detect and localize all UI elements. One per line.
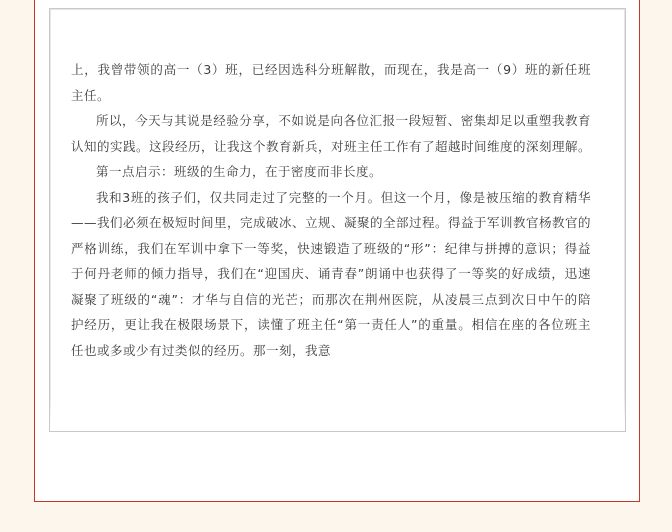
text-fade-overlay (50, 395, 625, 431)
article-body (71, 57, 591, 363)
paragraph-continuation: 上，我曾带领的高一（3）班，已经因选科分班解散，而现在，我是高一（9）班的新任班主任。 (71, 62, 591, 103)
paragraph-intro: 所以，今天与其说是经验分享，不如说是向各位汇报一段短暂、密集却足以重塑我教育认知的实践。这段经历，让我这个教育新兵，对班主任工作有了超越时间维度的深刻理解。 (71, 113, 592, 154)
article-panel (49, 8, 626, 432)
section-heading: 第一点启示：班级的生命力，在于密度而非长度。 (96, 164, 383, 179)
paragraph-story: 我和3班的孩子们，仅共同走过了完整的一个月。但这一个月，像是被压缩的教育精华——我们必须在极短时间里，完成破冰、立规、凝聚的全部过程。得益于军训教官杨教官的严格训练，我们在军训中拿下一等奖，快速锻造了班级的“形”：纪律与拼搏的意识；得益于何丹老师的倾力指导，我们在“迎国庆、诵青春”朗诵中也获得了一等奖的好成绩，迅速凝聚了班级的“魂”：才华与自信的光芒；而那次在荆州医院，从凌晨三点到次日中午的陪护经历，更让我在极限场景下，读懂了班主任“第一责任人”的重量。相信在座的各位班主任也或多或少有过类似的经历。那一刻，我意 (71, 189, 592, 358)
